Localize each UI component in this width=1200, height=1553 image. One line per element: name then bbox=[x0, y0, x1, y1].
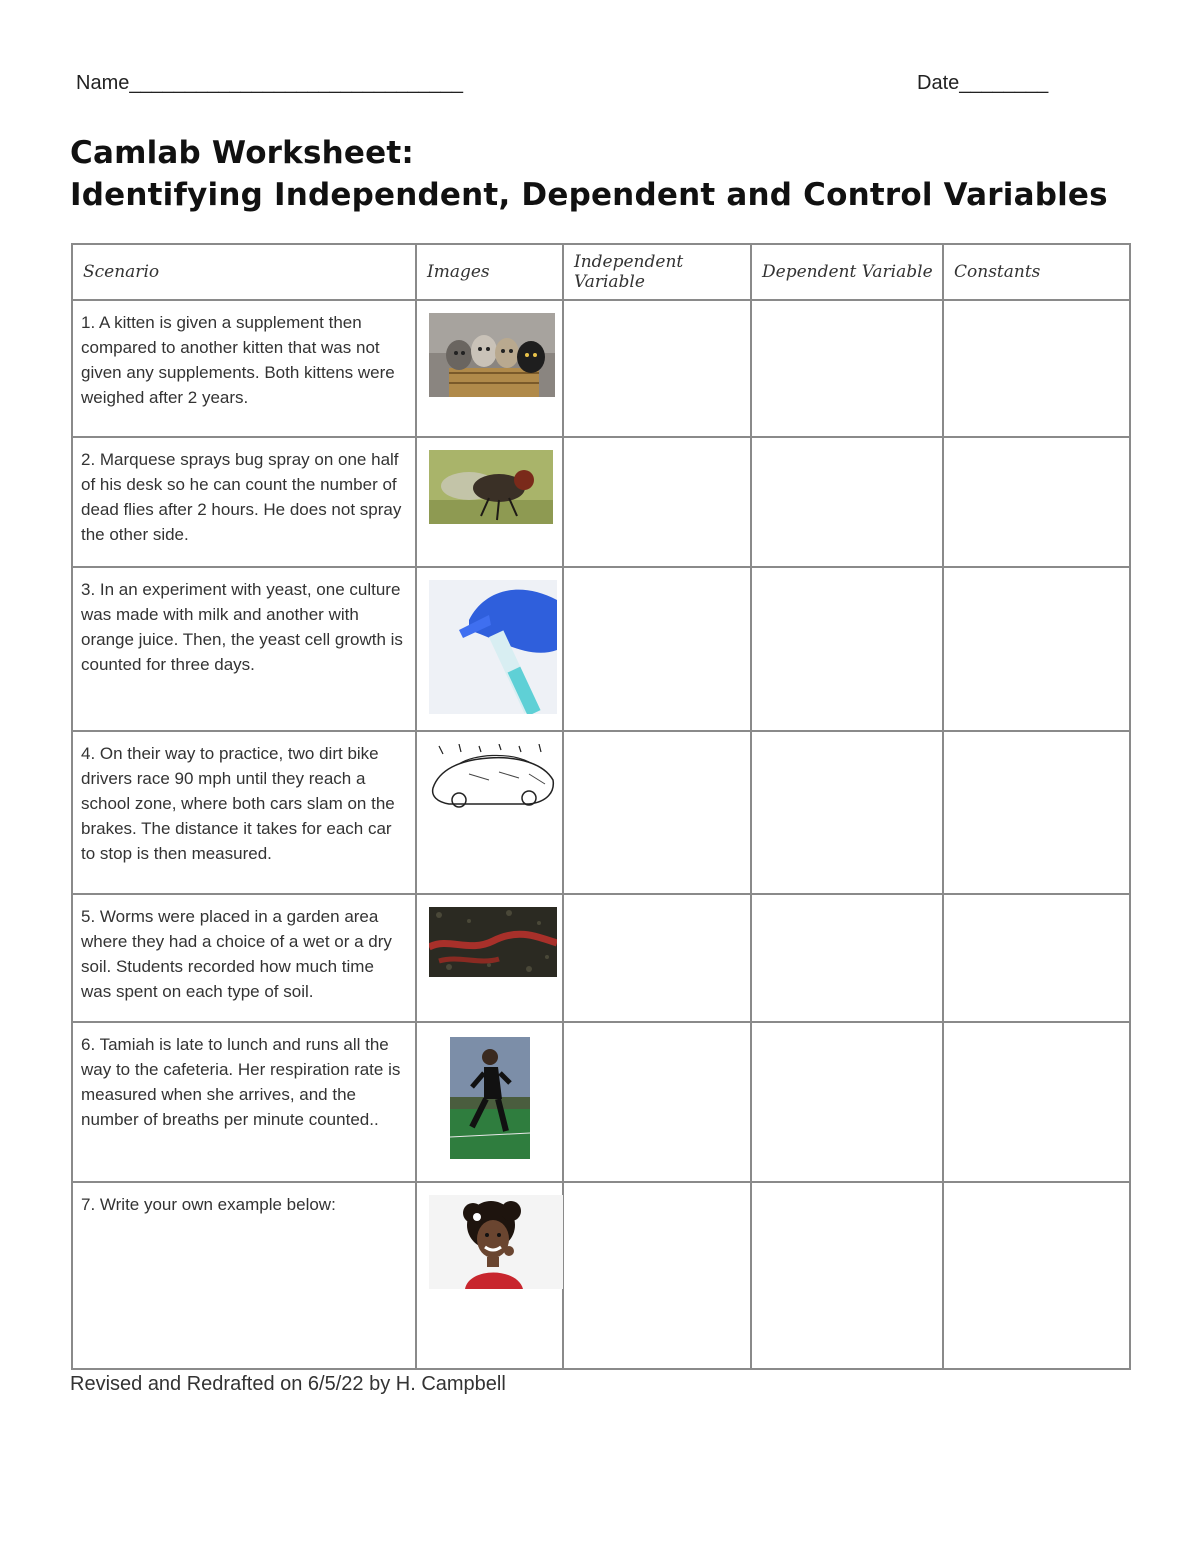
scenario-cell: 3. In an experiment with yeast, one culture was made with milk and another with orange juice. Then, the yeast cell growth is counted for three days. bbox=[72, 567, 416, 731]
constants-answer[interactable] bbox=[943, 1022, 1130, 1182]
table-header-row bbox=[72, 244, 1130, 300]
runner-photo bbox=[450, 1037, 530, 1159]
header-independent-variable: Independent Variable bbox=[563, 244, 751, 300]
revision-footer: Revised and Redrafted on 6/5/22 by H. Campbell bbox=[70, 1373, 506, 1395]
table-row bbox=[72, 731, 1130, 894]
image-cell bbox=[416, 300, 563, 437]
independent-variable-answer[interactable] bbox=[563, 300, 751, 437]
test-tube-photo bbox=[429, 580, 557, 714]
dependent-variable-answer[interactable] bbox=[751, 731, 943, 894]
kittens-photo bbox=[429, 313, 555, 397]
scenario-cell: 2. Marquese sprays bug spray on one half of his desk so he can count the number of dead flies after 2 hours. He does not spray the other side. bbox=[72, 437, 416, 567]
scenario-cell: 7. Write your own example below: bbox=[72, 1182, 416, 1369]
image-cell bbox=[416, 731, 563, 894]
scenario-cell: 4. On their way to practice, two dirt bike drivers race 90 mph until they reach a school zone, where both cars slam on the brakes. The distance it takes for each car to stop is then measured. bbox=[72, 731, 416, 894]
header-scenario: Scenario bbox=[72, 244, 416, 300]
variables-table bbox=[71, 243, 1131, 1370]
header-constants: Constants bbox=[943, 244, 1130, 300]
car-sketch bbox=[429, 744, 557, 810]
image-cell bbox=[416, 894, 563, 1022]
table-row bbox=[72, 300, 1130, 437]
scenario-cell: 6. Tamiah is late to lunch and runs all the way to the cafeteria. Her respiration rate is measured when she arrives, and the number of breaths per minute counted.. bbox=[72, 1022, 416, 1182]
independent-variable-answer[interactable] bbox=[563, 1182, 751, 1369]
constants-answer[interactable] bbox=[943, 437, 1130, 567]
thinking-girl-photo bbox=[429, 1195, 563, 1289]
header-images: Images bbox=[416, 244, 563, 300]
fly-photo bbox=[429, 450, 553, 524]
dependent-variable-answer[interactable] bbox=[751, 894, 943, 1022]
image-cell bbox=[416, 567, 563, 731]
title-line-1: Camlab Worksheet: bbox=[70, 135, 414, 171]
table-row bbox=[72, 894, 1130, 1022]
constants-answer[interactable] bbox=[943, 567, 1130, 731]
constants-answer[interactable] bbox=[943, 894, 1130, 1022]
table-row bbox=[72, 1182, 1130, 1369]
title-line-2: Identifying Independent, Dependent and Control Variables bbox=[70, 177, 1108, 213]
dependent-variable-answer[interactable] bbox=[751, 437, 943, 567]
scenario-cell: 5. Worms were placed in a garden area where they had a choice of a wet or a dry soil. Students recorded how much time was spent on each type of soil. bbox=[72, 894, 416, 1022]
dependent-variable-answer[interactable] bbox=[751, 1182, 943, 1369]
independent-variable-answer[interactable] bbox=[563, 437, 751, 567]
image-cell bbox=[416, 437, 563, 567]
worm-photo bbox=[429, 907, 557, 977]
constants-answer[interactable] bbox=[943, 1182, 1130, 1369]
constants-answer[interactable] bbox=[943, 731, 1130, 894]
table-row bbox=[72, 437, 1130, 567]
independent-variable-answer[interactable] bbox=[563, 731, 751, 894]
image-cell bbox=[416, 1182, 563, 1369]
dependent-variable-answer[interactable] bbox=[751, 567, 943, 731]
worksheet-title bbox=[70, 132, 1108, 216]
dependent-variable-answer[interactable] bbox=[751, 1022, 943, 1182]
name-field-label: Name______________________________ bbox=[76, 72, 464, 94]
independent-variable-answer[interactable] bbox=[563, 894, 751, 1022]
date-field-label: Date________ bbox=[917, 72, 1049, 94]
dependent-variable-answer[interactable] bbox=[751, 300, 943, 437]
scenario-cell: 1. A kitten is given a supplement then compared to another kitten that was not given any supplements. Both kittens were weighed after 2 years. bbox=[72, 300, 416, 437]
independent-variable-answer[interactable] bbox=[563, 1022, 751, 1182]
table-row bbox=[72, 1022, 1130, 1182]
independent-variable-answer[interactable] bbox=[563, 567, 751, 731]
table-row bbox=[72, 567, 1130, 731]
image-cell bbox=[416, 1022, 563, 1182]
header-dependent-variable: Dependent Variable bbox=[751, 244, 943, 300]
constants-answer[interactable] bbox=[943, 300, 1130, 437]
